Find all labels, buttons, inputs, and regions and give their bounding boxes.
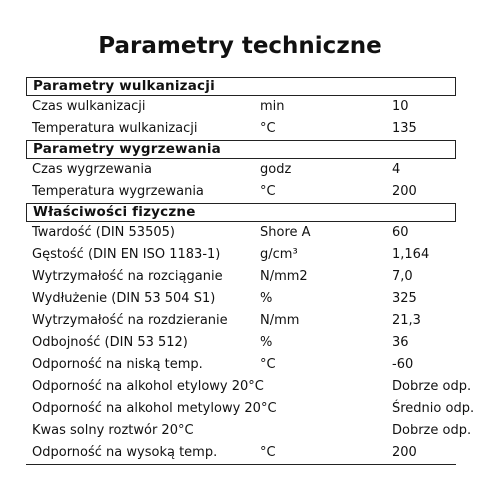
parameter-value: 200 [392, 445, 417, 460]
table-row [26, 222, 456, 244]
parameter-unit: % [260, 291, 273, 306]
spec-table [26, 77, 475, 465]
parameter-value: 200 [392, 184, 417, 199]
parameter-unit: N/mm2 [260, 269, 308, 284]
parameter-name: Wydłużenie (DIN 53 504 S1) [32, 291, 216, 306]
section-header: Właściwości fizyczne [26, 203, 456, 222]
parameter-value: 135 [392, 121, 417, 136]
parameter-unit: % [260, 335, 273, 350]
table-row [26, 96, 456, 118]
table-row [26, 244, 456, 266]
parameter-value: 1,164 [392, 247, 430, 262]
parameter-name: Czas wygrzewania [32, 162, 152, 177]
table-row [26, 442, 456, 464]
table-row [26, 398, 475, 420]
parameter-name: Odporność na alkohol metylowy 20°C [32, 401, 277, 416]
parameter-name: Odporność na alkohol etylowy 20°C [32, 379, 264, 394]
parameter-unit: godz [260, 162, 292, 177]
parameter-value: 36 [392, 335, 409, 350]
parameter-name: Twardość (DIN 53505) [32, 225, 175, 240]
parameter-unit: °C [260, 357, 276, 372]
parameter-unit: °C [260, 184, 276, 199]
parameter-unit: °C [260, 121, 276, 136]
table-row [26, 266, 456, 288]
table-bottom-border [26, 464, 456, 465]
parameter-name: Kwas solny roztwór 20°C [32, 423, 194, 438]
parameter-value: 4 [392, 162, 401, 177]
parameter-value: Dobrze odp. [392, 423, 472, 438]
parameter-unit: min [260, 99, 285, 114]
parameter-value: 7,0 [392, 269, 413, 284]
table-row [26, 288, 456, 310]
parameter-name: Wytrzymałość na rozciąganie [32, 269, 223, 284]
table-row [26, 420, 472, 442]
table-row [26, 376, 472, 398]
parameter-value: 325 [392, 291, 417, 306]
parameter-name: Czas wulkanizacji [32, 99, 146, 114]
table-row [26, 310, 456, 332]
parameter-value: -60 [392, 357, 414, 372]
page-title: Parametry techniczne [98, 33, 382, 59]
parameter-value: Dobrze odp. [392, 379, 472, 394]
parameter-value: 21,3 [392, 313, 421, 328]
section-header: Parametry wygrzewania [26, 140, 456, 159]
parameter-name: Gęstość (DIN EN ISO 1183-1) [32, 247, 221, 262]
parameter-name: Temperatura wulkanizacji [32, 121, 198, 136]
table-row [26, 159, 456, 181]
parameter-value: Średnio odp. [392, 401, 475, 416]
parameter-unit: °C [260, 445, 276, 460]
parameter-unit: g/cm³ [260, 247, 298, 262]
table-row [26, 118, 456, 140]
parameter-unit: Shore A [260, 225, 311, 240]
parameter-unit: N/mm [260, 313, 300, 328]
table-row [26, 332, 456, 354]
parameter-name: Wytrzymałość na rozdzieranie [32, 313, 228, 328]
parameter-name: Odporność na niską temp. [32, 357, 203, 372]
section-header: Parametry wulkanizacji [26, 77, 456, 96]
table-row [26, 181, 456, 203]
parameter-value: 60 [392, 225, 409, 240]
parameter-name: Odbojność (DIN 53 512) [32, 335, 188, 350]
parameter-value: 10 [392, 99, 409, 114]
parameter-name: Odporność na wysoką temp. [32, 445, 218, 460]
parameter-name: Temperatura wygrzewania [32, 184, 204, 199]
table-row [26, 354, 456, 376]
